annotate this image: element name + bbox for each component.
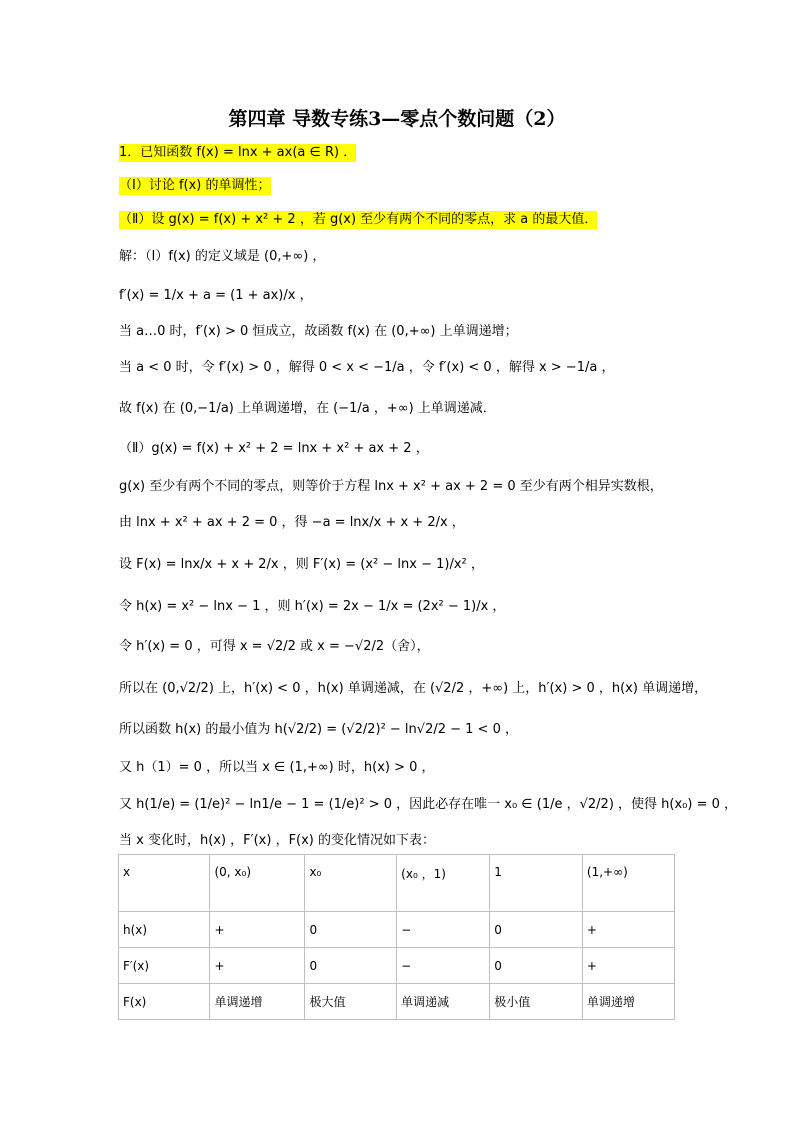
table-cell: 单调递增 [210, 984, 305, 1020]
problem-part-1: （Ⅰ）讨论 f(x) 的单调性； [119, 178, 271, 193]
solution-line: 当 x 变化时，h(x) ，F′(x) ，F(x) 的变化情况如下表： [119, 833, 436, 848]
page-title: 第四章 导数专练3—零点个数问题（2） [228, 108, 566, 130]
problem-part-2: （Ⅱ）设 g(x) = f(x) + x² + 2 ，若 g(x) 至少有两个不同的零点，求 a 的最大值． [119, 212, 598, 227]
table-cell: x [119, 855, 210, 912]
table-cell: − [397, 912, 490, 948]
solution-line: 所以在 (0,√2/2) 上，h′(x) < 0 ，h(x) 单调递减，在 (√2/2 ，+∞) 上，h′(x) > 0 ，h(x) 单调递增， [119, 681, 708, 696]
table-cell: 1 [490, 855, 583, 912]
table-cell: F(x) [119, 984, 210, 1020]
solution-line: 故 f(x) 在 (0,−1/a) 上单调递增，在 (−1/a ，+∞) 上单调递减． [119, 401, 496, 416]
table-cell: + [210, 948, 305, 984]
table-row [119, 984, 675, 1020]
solution-line: 当 a…0 时，f′(x) > 0 恒成立，故函数 f(x) 在 (0,+∞) 上单调递增； [119, 324, 518, 339]
table-cell: + [582, 912, 674, 948]
solution-line: 设 F(x) = lnx/x + x + 2/x ，则 F′(x) = (x² − lnx − 1)/x² ， [119, 557, 484, 572]
table-cell: 0 [490, 912, 583, 948]
solution-line: f′(x) = 1/x + a = (1 + ax)/x ， [119, 288, 313, 303]
solution-line: （Ⅱ）g(x) = f(x) + x² + 2 = lnx + x² + ax + 2 ， [119, 441, 429, 456]
table-cell: h(x) [119, 912, 210, 948]
solution-line: 令 h(x) = x² − lnx − 1 ，则 h′(x) = 2x − 1/x = (2x² − 1)/x ， [119, 599, 506, 614]
solution-line: 令 h′(x) = 0 ，可得 x = √2/2 或 x = −√2/2（舍）， [119, 639, 430, 654]
table-cell: (0, x₀) [210, 855, 305, 912]
table-cell: 0 [305, 948, 397, 984]
table-cell: F′(x) [119, 948, 210, 984]
table-cell: (x₀ ，1) [397, 855, 490, 912]
table-cell: 单调递增 [582, 984, 674, 1020]
variation-table [118, 854, 675, 1020]
table-cell: 0 [490, 948, 583, 984]
solution-line: 又 h(1/e) = (1/e)² − ln1/e − 1 = (1/e)² > 0 ，因此必存在唯一 x₀ ∈ (1/e ，√2/2) ，使得 h(x₀) = 0 ， [119, 797, 738, 812]
table-cell: + [582, 948, 674, 984]
solution-line: 当 a < 0 时，令 f′(x) > 0 ，解得 0 < x < −1/a ，令 f′(x) < 0 ，解得 x > −1/a ， [119, 360, 615, 375]
solution-line: 由 lnx + x² + ax + 2 = 0 ，得 −a = lnx/x + x + 2/x ， [119, 515, 465, 530]
solution-line: 所以函数 h(x) 的最小值为 h(√2/2) = (√2/2)² − ln√2/2 − 1 < 0 ， [119, 722, 518, 737]
solution-line: g(x) 至少有两个不同的零点，则等价于方程 lnx + x² + ax + 2 = 0 至少有两个相异实数根， [119, 479, 663, 494]
table-cell: − [397, 948, 490, 984]
table-row [119, 948, 675, 984]
table-cell: 单调递减 [397, 984, 490, 1020]
table-cell: x₀ [305, 855, 397, 912]
solution-line: 又 h（1）= 0 ，所以当 x ∈ (1,+∞) 时，h(x) > 0 ， [119, 760, 435, 775]
solution-line: 解：（Ⅰ）f(x) 的定义域是 (0,+∞) ， [119, 249, 326, 264]
table-row [119, 855, 675, 912]
problem-intro: 1．已知函数 f(x) = lnx + ax(a ∈ R) ． [119, 145, 357, 160]
table-cell: (1,+∞) [582, 855, 674, 912]
table-cell: 0 [305, 912, 397, 948]
table-cell: + [210, 912, 305, 948]
table-cell: 极大值 [305, 984, 397, 1020]
table-cell: 极小值 [490, 984, 583, 1020]
table-row [119, 912, 675, 948]
